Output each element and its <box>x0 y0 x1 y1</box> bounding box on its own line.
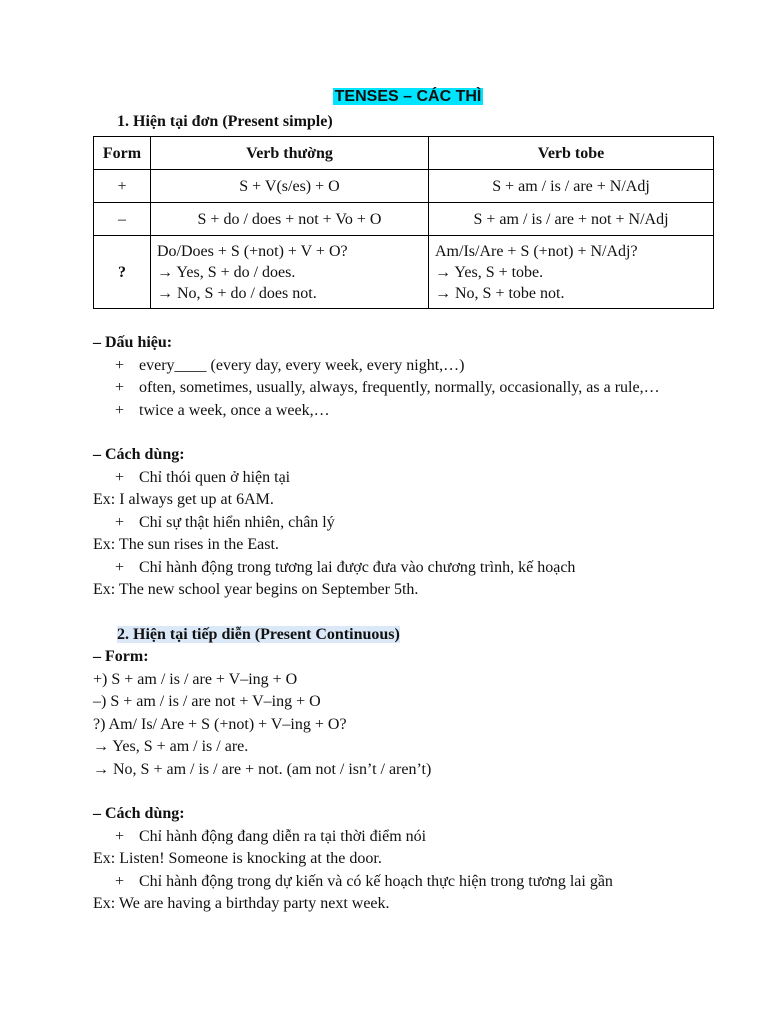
example-line: Ex: We are having a birthday party next week. <box>93 895 390 912</box>
usage-text: Chỉ hành động trong tương lai được đưa vào chương trình, kế hoạch <box>139 558 576 576</box>
header-verb: Verb thường <box>151 137 429 170</box>
row-tobe: S + am / is / are + not + N/Adj <box>429 203 714 236</box>
verb-question: Do/Does + S (+not) + V + O? <box>157 242 348 260</box>
list-item <box>93 826 723 849</box>
sign-text: twice a week, once a week,… <box>139 401 330 419</box>
bullet-marker: + <box>115 379 125 396</box>
form-line: → Yes, S + am / is / are. <box>93 738 249 755</box>
form-label: – Form: <box>93 648 149 665</box>
sign-text: every____ (every day, every week, every night,…) <box>139 356 465 374</box>
example-line: Ex: I always get up at 6AM. <box>93 491 274 508</box>
list-item <box>93 557 723 580</box>
document-page <box>93 86 723 916</box>
list-item <box>93 400 723 423</box>
present-simple-table <box>93 136 714 309</box>
list-item <box>93 355 723 378</box>
form-line: –) S + am / is / are not + V–ing + O <box>93 693 321 710</box>
row-form: – <box>94 203 151 236</box>
table-row <box>94 203 714 236</box>
row-verb: S + V(s/es) + O <box>151 170 429 203</box>
bullet-marker: + <box>115 401 125 419</box>
section2-heading <box>117 624 723 647</box>
row-verb <box>151 236 429 309</box>
section1-heading: 1. Hiện tại đơn (Present simple) <box>117 112 333 130</box>
section2-heading-text: 2. Hiện tại tiếp diễn (Present Continuous) <box>117 625 400 643</box>
bullet-marker: + <box>115 872 125 890</box>
bullet-marker: + <box>115 513 125 531</box>
usage-text: Chỉ hành động đang diễn ra tại thời điểm nói <box>139 827 427 845</box>
verb-yes: → Yes, S + do / does. <box>157 263 296 281</box>
usage-text: Chỉ hành động trong dự kiến và có kế hoạch thực hiện trong tương lai gần <box>139 872 613 890</box>
form-line: ?) Am/ Is/ Are + S (+not) + V–ing + O? <box>93 715 347 733</box>
table-header-row <box>94 137 714 170</box>
list-item <box>93 512 723 535</box>
list-item <box>93 377 723 400</box>
form-line: → No, S + am / is / are + not. (am not / isn’t / aren’t) <box>93 760 432 778</box>
list-item <box>93 871 723 894</box>
usage-label-2: – Cách dùng: <box>93 805 185 822</box>
bullet-marker: + <box>115 558 125 576</box>
header-tobe: Verb tobe <box>429 137 714 170</box>
example-line: Ex: The new school year begins on September 5th. <box>93 581 419 598</box>
list-item <box>93 467 723 490</box>
usage-text: Chỉ sự thật hiển nhiên, chân lý <box>139 513 335 531</box>
table-row <box>94 236 714 309</box>
row-form: + <box>94 170 151 203</box>
verb-no: → No, S + do / does not. <box>157 284 317 302</box>
form-line: +) S + am / is / are + V–ing + O <box>93 670 298 688</box>
bullet-marker: + <box>115 827 125 845</box>
bullet-marker: + <box>115 468 125 486</box>
table-row <box>94 170 714 203</box>
title-row <box>93 86 723 109</box>
header-form: Form <box>94 137 151 170</box>
row-verb: S + do / does + not + Vo + O <box>151 203 429 236</box>
tobe-question: Am/Is/Are + S (+not) + N/Adj? <box>435 242 638 260</box>
usage-label: – Cách dùng: <box>93 446 185 463</box>
bullet-marker: + <box>115 356 125 374</box>
tobe-yes: → Yes, S + tobe. <box>435 263 544 281</box>
example-line: Ex: Listen! Someone is knocking at the door. <box>93 850 382 867</box>
signs-label: – Dấu hiệu: <box>93 334 173 351</box>
row-form: ? <box>94 236 151 309</box>
row-tobe: S + am / is / are + N/Adj <box>429 170 714 203</box>
row-tobe <box>429 236 714 309</box>
tobe-no: → No, S + tobe not. <box>435 284 565 302</box>
usage-text: Chỉ thói quen ở hiện tại <box>139 468 291 486</box>
sign-text: often, sometimes, usually, always, frequently, normally, occasionally, as a rule,… <box>139 379 660 396</box>
document-title: TENSES – CÁC THÌ <box>334 88 482 105</box>
example-line: Ex: The sun rises in the East. <box>93 536 279 553</box>
